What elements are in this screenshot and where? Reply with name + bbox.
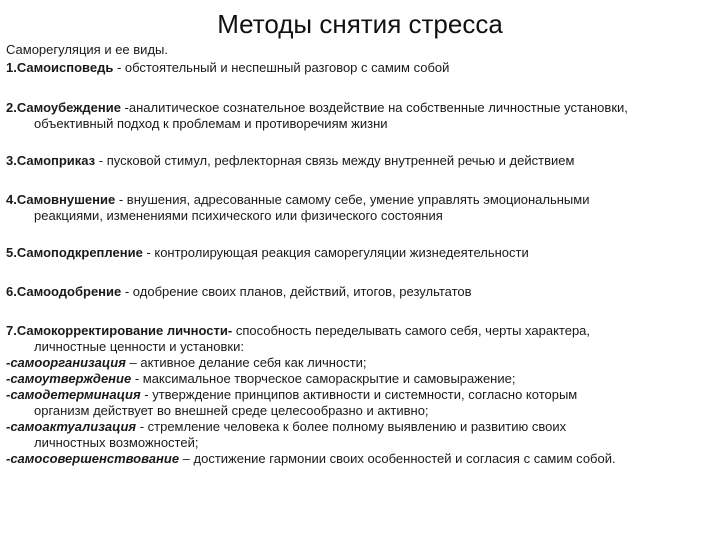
item-term: Самокорректирование личности- (16, 323, 233, 338)
item-number: 3. (6, 153, 17, 168)
list-item-self-order (6, 153, 712, 169)
subitem-self-organization (6, 355, 712, 371)
item-number: 6. (6, 284, 17, 299)
item-number: 4. (6, 192, 17, 207)
item-term: Самоисповедь (16, 60, 114, 75)
subitem-continuation: личностных возможностей; (34, 435, 199, 450)
subitem-text: - максимальное творческое самораскрытие и самовыражение; (131, 371, 516, 386)
subitem-self-assertion (6, 371, 712, 387)
subitem-term: -самоорганизация (6, 355, 126, 370)
list-item-self-approval (6, 284, 712, 300)
item-number: 1. (6, 60, 17, 75)
subitem-self-improvement (6, 451, 712, 467)
subitem-self-determination (6, 387, 712, 419)
subitem-text: – достижение гармонии своих особенностей и согласия с самим собой. (179, 451, 616, 466)
item-text: -аналитическое сознательное воздействие на собственные личностные установки, (120, 100, 628, 115)
intro-text: Саморегуляция и ее виды. (6, 42, 168, 57)
item-text: способность переделывать самого себя, черты характера, (232, 323, 591, 338)
list-item-self-confession (6, 60, 712, 76)
subitem-self-actualization (6, 419, 712, 451)
subitem-term: -самосовершенствование (6, 451, 180, 466)
list-item-self-reinforcement (6, 245, 712, 261)
list-item-self-correction (6, 323, 712, 467)
subitem-text: - стремление человека к более полному выявлению и развитию своих (136, 419, 567, 434)
item-continuation: объективный подход к проблемам и противоречиям жизни (34, 116, 388, 131)
item-term: Самовнушение (16, 192, 116, 207)
subitem-text: - утверждение принципов активности и системности, согласно которым (140, 387, 578, 402)
item-text: - пусковой стимул, рефлекторная связь между внутренней речью и действием (95, 153, 575, 168)
item-term: Самоодобрение (16, 284, 122, 299)
list-item-self-suggestion (6, 192, 712, 224)
item-text: - обстоятельный и неспешный разговор с самим собой (113, 60, 450, 75)
item-continuation: личностные ценности и установки: (34, 339, 244, 354)
subitem-term: -самоактуализация (6, 419, 137, 434)
subitem-text: – активное делание себя как личности; (125, 355, 367, 370)
item-text: - внушения, адресованные самому себе, умение управлять эмоциональными (115, 192, 590, 207)
item-term: Самоубеждение (16, 100, 121, 115)
page-title: Методы снятия стресса (217, 9, 503, 39)
subitem-term: -самоутверждение (6, 371, 132, 386)
item-text: - одобрение своих планов, действий, итогов, результатов (121, 284, 472, 299)
item-number: 5. (6, 245, 17, 260)
item-term: Самоприказ (16, 153, 96, 168)
item-term: Самоподкрепление (16, 245, 143, 260)
subitem-term: -самодетерминация (6, 387, 141, 402)
subitem-continuation: организм действует во внешней среде целесообразно и активно; (34, 403, 429, 418)
list-item-self-persuasion (6, 100, 712, 132)
item-number: 7. (6, 323, 17, 338)
item-number: 2. (6, 100, 17, 115)
item-continuation: реакциями, изменениями психического или физического состояния (34, 208, 443, 223)
item-text: - контролирующая реакция саморегуляции жизнедеятельности (142, 245, 529, 260)
